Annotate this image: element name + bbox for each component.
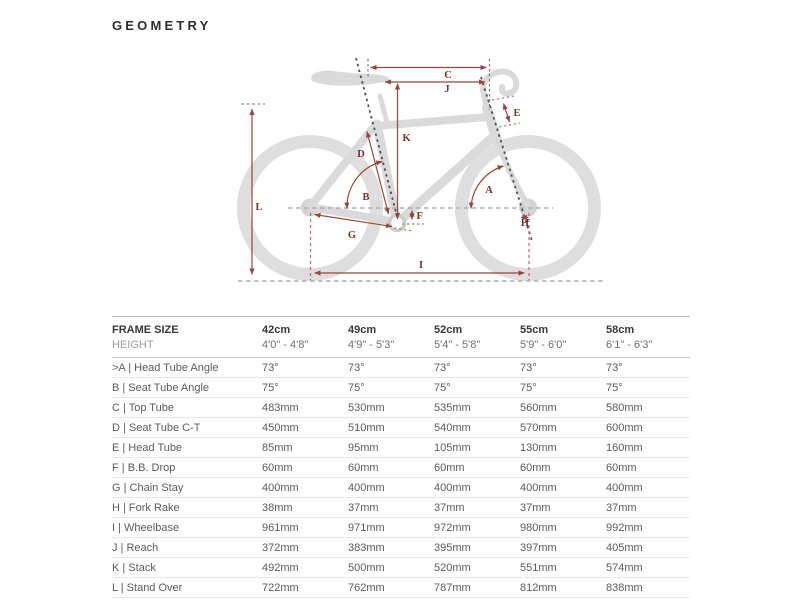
label-H: H — [520, 218, 530, 229]
spec-value: 372mm — [262, 538, 348, 558]
spec-value: 73° — [606, 358, 690, 378]
height-range: 5'9" - 6'0" — [520, 337, 606, 358]
spec-label: F | B.B. Drop — [112, 458, 262, 478]
spec-row — [112, 418, 690, 438]
spec-row — [112, 438, 690, 458]
label-L: L — [255, 202, 263, 213]
spec-value: 105mm — [434, 438, 520, 458]
label-C: C — [444, 70, 452, 81]
spec-value: 570mm — [520, 418, 606, 438]
spec-value: 580mm — [606, 398, 690, 418]
spec-label: E | Head Tube — [112, 438, 262, 458]
spec-label: >A | Head Tube Angle — [112, 358, 262, 378]
spec-value: 812mm — [520, 578, 606, 598]
spec-value: 38mm — [262, 498, 348, 518]
height-range: 6'1" - 6'3" — [606, 337, 690, 358]
spec-value: 37mm — [348, 498, 434, 518]
spec-value: 961mm — [262, 518, 348, 538]
spec-value: 73° — [434, 358, 520, 378]
spec-value: 551mm — [520, 558, 606, 578]
spec-value: 722mm — [262, 578, 348, 598]
spec-label: L | Stand Over — [112, 578, 262, 598]
spec-row — [112, 458, 690, 478]
spec-value: 400mm — [348, 478, 434, 498]
spec-value: 60mm — [434, 458, 520, 478]
spec-value: 992mm — [606, 518, 690, 538]
spec-value: 383mm — [348, 538, 434, 558]
size-column-header: 58cm — [606, 317, 690, 338]
spec-value: 971mm — [348, 518, 434, 538]
spec-value: 75° — [434, 378, 520, 398]
spec-value: 397mm — [520, 538, 606, 558]
spec-value: 483mm — [262, 398, 348, 418]
spec-value: 75° — [348, 378, 434, 398]
spec-value: 75° — [520, 378, 606, 398]
label-D: D — [357, 149, 365, 160]
spec-value: 60mm — [606, 458, 690, 478]
spec-value: 395mm — [434, 538, 520, 558]
spec-value: 560mm — [520, 398, 606, 418]
spec-value: 492mm — [262, 558, 348, 578]
spec-value: 73° — [348, 358, 434, 378]
spec-label: C | Top Tube — [112, 398, 262, 418]
spec-label: I | Wheelbase — [112, 518, 262, 538]
saddle — [311, 71, 389, 86]
spec-value: 510mm — [348, 418, 434, 438]
handlebar — [483, 72, 516, 94]
spec-value: 972mm — [434, 518, 520, 538]
spec-value: 400mm — [606, 478, 690, 498]
spec-value: 787mm — [434, 578, 520, 598]
page-title: GEOMETRY — [112, 18, 212, 33]
label-K: K — [402, 133, 411, 144]
spec-value: 520mm — [434, 558, 520, 578]
spec-value: 37mm — [520, 498, 606, 518]
spec-value: 500mm — [348, 558, 434, 578]
spec-value: 75° — [606, 378, 690, 398]
spec-value: 980mm — [520, 518, 606, 538]
spec-value: 60mm — [262, 458, 348, 478]
spec-value: 540mm — [434, 418, 520, 438]
spec-value: 37mm — [434, 498, 520, 518]
spec-row — [112, 538, 690, 558]
headtube-top-tick — [492, 96, 514, 100]
spec-value: 530mm — [348, 398, 434, 418]
spec-value: 60mm — [520, 458, 606, 478]
chain-stay-tube — [310, 207, 396, 222]
spec-value: 160mm — [606, 438, 690, 458]
frame-size-header-row — [112, 317, 690, 338]
label-F: F — [416, 211, 423, 222]
spec-value: 75° — [262, 378, 348, 398]
label-A: A — [485, 185, 493, 196]
size-column-header: 52cm — [434, 317, 520, 338]
label-I: I — [418, 260, 424, 271]
down-tube — [397, 135, 495, 223]
spec-row — [112, 518, 690, 538]
spec-row — [112, 498, 690, 518]
label-G: G — [347, 230, 357, 241]
label-B: B — [362, 192, 370, 203]
height-range: 4'0" - 4'8" — [262, 337, 348, 358]
spec-value: 400mm — [520, 478, 606, 498]
size-column-header: 55cm — [520, 317, 606, 338]
spec-value: 95mm — [348, 438, 434, 458]
top-tube — [377, 117, 487, 126]
label-J: J — [444, 84, 450, 95]
spec-value: 535mm — [434, 398, 520, 418]
height-range: 5'4" - 5'8" — [434, 337, 520, 358]
spec-value: 400mm — [434, 478, 520, 498]
headtube-bottom-tick — [499, 123, 520, 127]
spec-label: J | Reach — [112, 538, 262, 558]
frame-size-label: FRAME SIZE — [112, 317, 262, 338]
spec-value: 600mm — [606, 418, 690, 438]
dim-line-E — [504, 104, 510, 123]
spec-value: 838mm — [606, 578, 690, 598]
size-column-header: 49cm — [348, 317, 434, 338]
geometry-table — [112, 316, 690, 598]
spec-value: 400mm — [262, 478, 348, 498]
spec-value: 405mm — [606, 538, 690, 558]
reference-lines — [238, 58, 606, 281]
size-column-header: 42cm — [262, 317, 348, 338]
spec-value: 574mm — [606, 558, 690, 578]
spec-row — [112, 478, 690, 498]
spec-value: 85mm — [262, 438, 348, 458]
spec-value: 73° — [262, 358, 348, 378]
spec-row — [112, 378, 690, 398]
bike-illustration — [244, 71, 595, 275]
spec-row — [112, 578, 690, 598]
spec-value: 37mm — [606, 498, 690, 518]
height-range: 4'9" - 5'3" — [348, 337, 434, 358]
spec-row — [112, 558, 690, 578]
spec-label: D | Seat Tube C-T — [112, 418, 262, 438]
spec-value: 450mm — [262, 418, 348, 438]
geometry-table-section — [112, 316, 690, 598]
spec-value: 762mm — [348, 578, 434, 598]
spec-row — [112, 398, 690, 418]
spec-label: B | Seat Tube Angle — [112, 378, 262, 398]
spec-value: 130mm — [520, 438, 606, 458]
spec-label: G | Chain Stay — [112, 478, 262, 498]
spec-row — [112, 358, 690, 378]
spec-value: 60mm — [348, 458, 434, 478]
label-E: E — [513, 108, 521, 119]
spec-value: 73° — [520, 358, 606, 378]
height-label: HEIGHT — [112, 337, 262, 358]
spec-label: H | Fork Rake — [112, 498, 262, 518]
height-row — [112, 337, 690, 358]
spec-label: K | Stack — [112, 558, 262, 578]
